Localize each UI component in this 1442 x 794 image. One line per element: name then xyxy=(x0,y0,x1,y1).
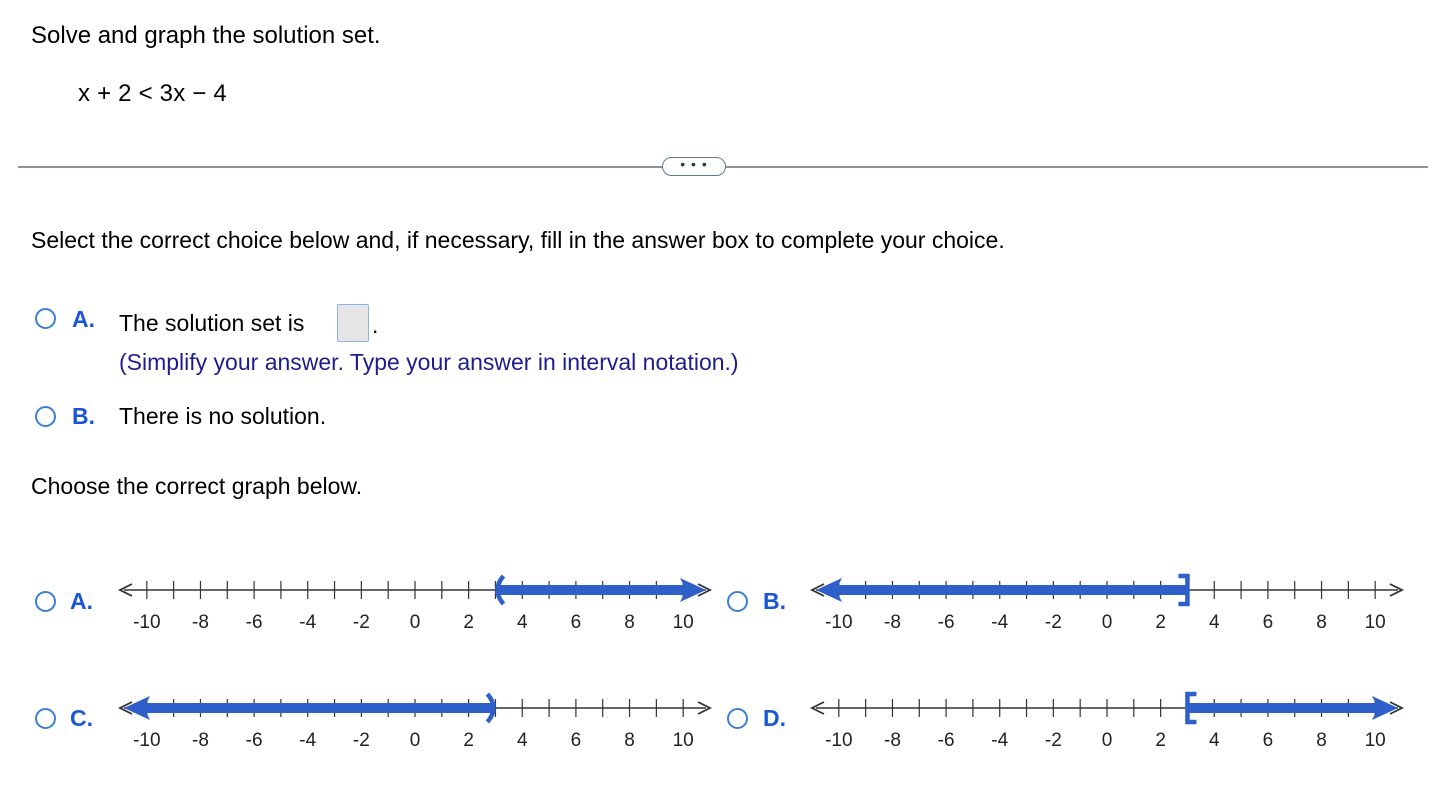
choice-a-text: The solution set is xyxy=(119,310,305,336)
tick-label: 4 xyxy=(516,730,528,751)
tick-label: 8 xyxy=(1316,612,1327,633)
choice-b-letter: B. xyxy=(72,403,95,429)
tick-label: 6 xyxy=(1262,612,1274,633)
graph-a-number-line xyxy=(110,566,720,641)
tick-label: 10 xyxy=(672,730,694,751)
tick-label: -4 xyxy=(299,730,317,751)
tick-label: 10 xyxy=(1364,612,1386,633)
tick-label: 2 xyxy=(463,730,474,751)
tick-label: 6 xyxy=(1262,730,1274,751)
tick-label: -2 xyxy=(352,612,370,633)
tick-label: -2 xyxy=(1044,612,1062,633)
tick-label: 10 xyxy=(672,612,694,633)
choice-a-letter: A. xyxy=(72,306,95,332)
solution-ray xyxy=(1187,703,1378,713)
graph-a-radio[interactable] xyxy=(35,591,56,612)
solution-ray xyxy=(836,585,1187,595)
tick-label: -6 xyxy=(937,612,955,633)
tick-label: -8 xyxy=(884,730,901,751)
tick-label: -8 xyxy=(884,612,901,633)
answer-box[interactable] xyxy=(337,304,369,342)
graph-c-number-line xyxy=(110,684,720,759)
tick-label: -4 xyxy=(991,730,1009,751)
tick-label: -4 xyxy=(991,612,1009,633)
graph-b-letter: B. xyxy=(763,588,786,614)
graph-d-letter: D. xyxy=(763,705,786,731)
tick-label: 4 xyxy=(1208,730,1220,751)
graph-a-letter: A. xyxy=(70,588,93,614)
graph-b-radio[interactable] xyxy=(727,591,748,612)
tick-label: 0 xyxy=(409,730,421,751)
question-prompt: Solve and graph the solution set. xyxy=(31,22,381,49)
tick-label: 10 xyxy=(1364,730,1386,751)
tick-label: 4 xyxy=(1208,612,1220,633)
choice-a-radio[interactable] xyxy=(35,308,56,329)
tick-label: -2 xyxy=(352,730,370,751)
instructions: Select the correct choice below and, if necessary, fill in the answer box to complete your choice. xyxy=(31,227,1005,253)
graph-c-letter: C. xyxy=(70,705,93,731)
graph-c-radio[interactable] xyxy=(35,708,56,729)
graph-d-number-line xyxy=(802,684,1412,759)
choice-a-period: . xyxy=(372,312,379,338)
tick-label: 0 xyxy=(1101,730,1113,751)
tick-label: -10 xyxy=(825,612,853,633)
tick-label: -4 xyxy=(299,612,317,633)
graph-prompt: Choose the correct graph below. xyxy=(31,473,363,499)
more-button[interactable]: • • • xyxy=(662,157,726,176)
tick-label: 8 xyxy=(624,730,635,751)
tick-label: 8 xyxy=(624,612,635,633)
tick-label: 2 xyxy=(1155,730,1166,751)
tick-label: -6 xyxy=(245,730,263,751)
choice-a-hint: (Simplify your answer. Type your answer in interval notation.) xyxy=(119,349,739,375)
tick-label: -8 xyxy=(192,612,209,633)
tick-label: 2 xyxy=(1155,612,1166,633)
tick-label: 0 xyxy=(409,612,421,633)
tick-label: 6 xyxy=(570,730,582,751)
tick-label: -10 xyxy=(825,730,853,751)
choice-b-text: There is no solution. xyxy=(119,403,327,429)
tick-label: 0 xyxy=(1101,612,1113,633)
tick-label: -6 xyxy=(937,730,955,751)
tick-label: 4 xyxy=(516,612,528,633)
tick-label: 8 xyxy=(1316,730,1327,751)
graph-b-number-line xyxy=(802,566,1412,641)
choice-b-radio[interactable] xyxy=(35,406,56,427)
solution-ray xyxy=(495,585,686,595)
tick-label: -8 xyxy=(192,730,209,751)
tick-label: -10 xyxy=(133,730,161,751)
solution-ray xyxy=(144,703,495,713)
tick-label: -6 xyxy=(245,612,263,633)
graph-d-radio[interactable] xyxy=(727,708,748,729)
tick-label: 6 xyxy=(570,612,582,633)
tick-label: -10 xyxy=(133,612,161,633)
tick-label: 2 xyxy=(463,612,474,633)
equation: x + 2 < 3x − 4 xyxy=(78,80,227,107)
tick-label: -2 xyxy=(1044,730,1062,751)
